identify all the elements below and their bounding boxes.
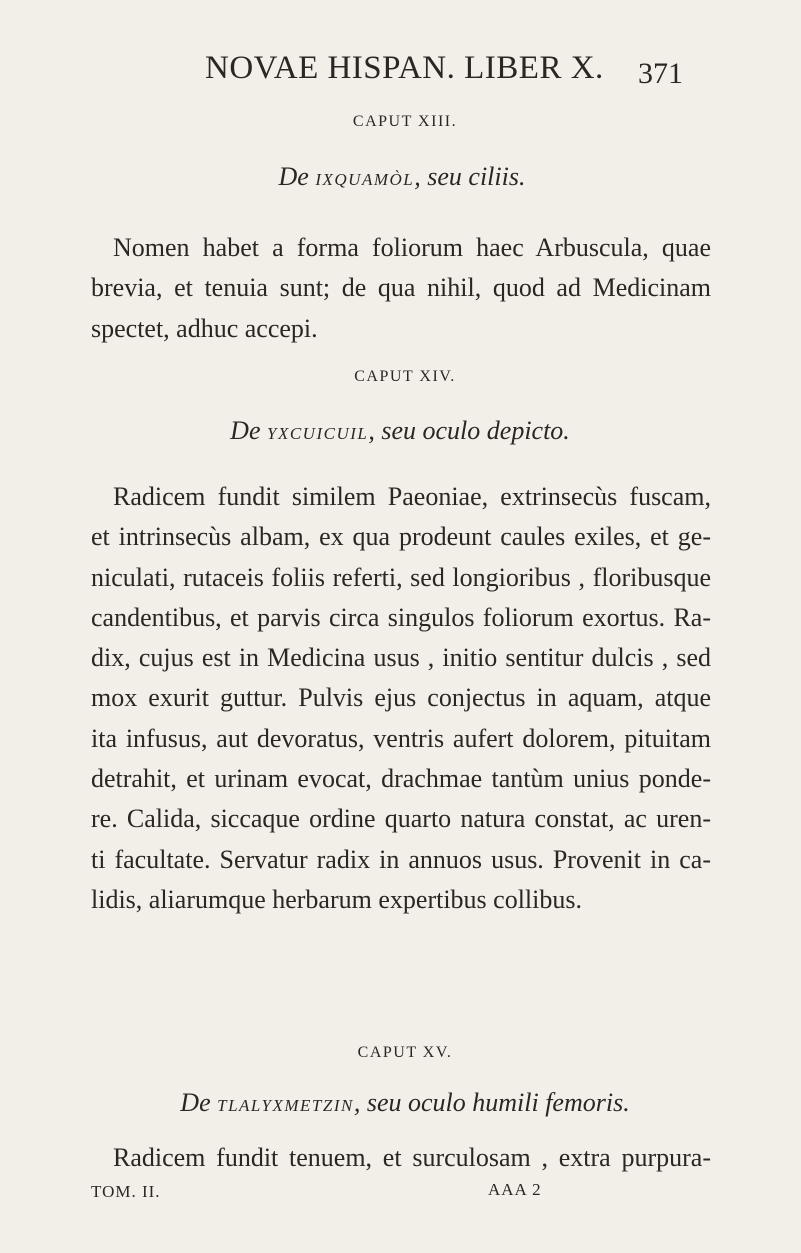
volume-label: TOM. II. bbox=[91, 1182, 161, 1201]
title-suffix: , seu oculo depicto. bbox=[368, 416, 570, 445]
text-line: dix, cujus est in Medicina usus , initio sentitur dulcis , sed bbox=[91, 643, 711, 673]
text-line: ti facultate. Servatur radix in annuos usus. Provenit in ca- bbox=[91, 844, 711, 874]
chapter-paragraph bbox=[91, 1138, 711, 1178]
text-line: et intrinsecùs albam, ex qua prodeunt caules exiles, et ge- bbox=[91, 522, 711, 552]
plant-name: YXCUICUIL bbox=[267, 424, 369, 443]
chapter-heading: CAPUT XV. bbox=[357, 1044, 453, 1061]
title-prefix: De bbox=[180, 1088, 211, 1117]
plant-name: IXQUAMÒL bbox=[315, 170, 415, 189]
chapter-title bbox=[165, 1088, 645, 1118]
running-title: NOVAE HISPAN. LIBER X. bbox=[205, 50, 604, 86]
page-number: 371 bbox=[638, 57, 683, 90]
text-line: niculati, rutaceis foliis referti, sed longioribus , floribusque bbox=[91, 562, 711, 592]
chapter-heading: CAPUT XIV. bbox=[354, 368, 456, 385]
text-line: ita infusus, aut devoratus, ventris aufert dolorem, pituitam bbox=[91, 723, 711, 753]
text-line: spectet, adhuc accepi. bbox=[91, 313, 318, 343]
title-prefix: De bbox=[230, 416, 261, 445]
text-line: detrahit, et urinam evocat, drachmae tantùm unius ponde- bbox=[91, 764, 711, 794]
text-line: Radicem fundit similem Paeoniae, extrinsecùs fuscam, bbox=[113, 482, 711, 511]
text-line: brevia, et tenuia sunt; de qua nihil, quod ad Medicinam bbox=[91, 273, 711, 303]
text-line: candentibus, et parvis circa singulos foliorum exortus. Ra- bbox=[91, 602, 711, 632]
chapter-title bbox=[200, 416, 600, 446]
chapter-title bbox=[202, 162, 602, 192]
text-line: re. Calida, siccaque ordine quarto natura constat, ac uren- bbox=[91, 804, 711, 834]
signature-mark: AAA 2 bbox=[488, 1180, 542, 1199]
text-line: mox exurit guttur. Pulvis ejus conjectus in aquam, atque bbox=[91, 683, 711, 713]
title-suffix: , seu oculo humili femoris. bbox=[353, 1088, 630, 1117]
chapter-heading: CAPUT XIII. bbox=[352, 113, 458, 130]
chapter-paragraph bbox=[91, 477, 711, 920]
text-line: Radicem fundit tenuem, et surculosam , extra purpura- bbox=[113, 1143, 711, 1172]
title-prefix: De bbox=[278, 162, 309, 191]
text-line: Nomen habet a forma foliorum haec Arbuscula, quae bbox=[113, 233, 711, 262]
chapter-paragraph bbox=[91, 228, 711, 349]
title-suffix: , seu ciliis. bbox=[414, 162, 526, 191]
plant-name: TLALYXMETZIN bbox=[217, 1096, 354, 1115]
text-line: lidis, aliarumque herbarum expertibus collibus. bbox=[91, 884, 582, 914]
